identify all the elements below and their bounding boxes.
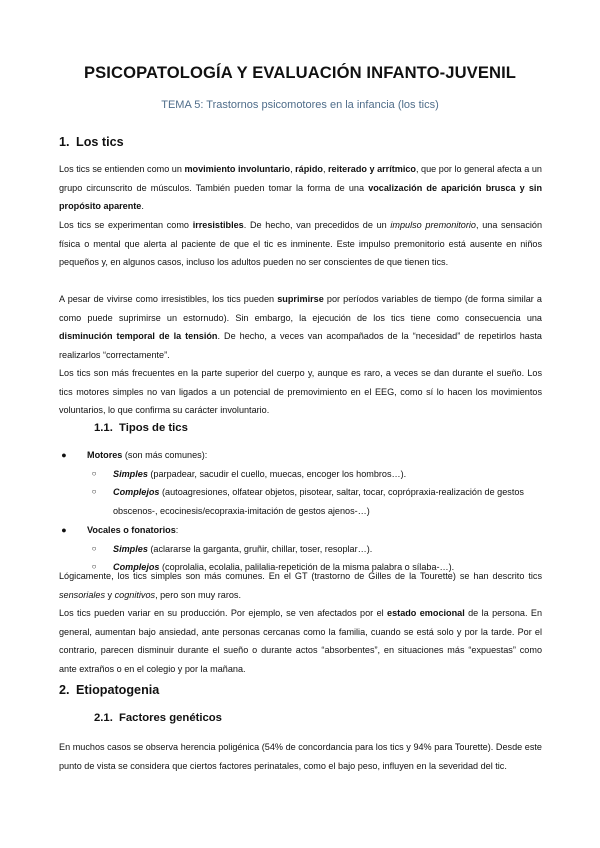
subsection-2-1-number: 2.1. <box>94 712 113 724</box>
circle-bullet-icon: ○ <box>91 487 97 497</box>
subsection-1-1-heading <box>94 422 188 434</box>
paragraph-suppression: A pesar de vivirse como irresistibles, los tics pueden suprimirse por períodos variables de tiempo (de forma similar a como puede suprimirse un estornudo). Sin embargo, la ejecución de los tics tiene como consecuencia una disminución temporal de la tensión. De hecho, a veces van acompañados de la “necesidad” de repetirlos hasta realizarlos “correctamente”. <box>59 294 542 361</box>
tic-types-list <box>59 446 542 577</box>
circle-bullet-icon: ○ <box>91 562 97 572</box>
list-item-motores-simples: ○ Simples (parpadear, sacudir el cuello, muecas, encoger los hombros…). <box>59 465 542 484</box>
list-item-motores-complejos: ○ Complejos (autoagresiones, olfatear objetos, pisotear, saltar, tocar, coprópraxia-realización de gestos obscenos-, ecocinesis/ecopraxia-imitación de gestos ajenos-…) <box>59 483 542 520</box>
list-item-vocales-complejos: ○ Complejos (coprolalia, ecolalia, palilalia-repetición de la misma palabra o sílaba-…). <box>59 558 542 577</box>
section-1-heading <box>59 135 124 149</box>
paragraph-definition: Los tics se entienden como un movimiento involuntario, rápido, reiterado y arrítmico, que por lo general afecta a un grupo circunscrito de músculos. También pueden tomar la forma de una vocalización de aparición brusca y sin propósito aparente. <box>59 164 542 212</box>
subsection-1-1-number: 1.1. <box>94 422 113 434</box>
section-2-number: 2. <box>59 683 70 697</box>
list-item-vocales: ● Vocales o fonatorios: <box>59 521 542 540</box>
section-2-heading <box>59 683 159 697</box>
section-2-title: Etiopatogenia <box>76 683 160 697</box>
circle-bullet-icon: ○ <box>91 543 97 553</box>
bullet-icon: ● <box>61 450 67 460</box>
paragraph-frequency: Los tics son más frecuentes en la parte superior del cuerpo y, aunque es raro, a veces se dan durante el sueño. Los tics motores simples no van ligados a un potencial de premovimiento en el EEG, como sí lo hacen los movimientos voluntarios, lo que confirma su carácter involuntario. <box>59 368 542 416</box>
section-1-title: Los tics <box>76 135 124 149</box>
paragraph-irresistible: Los tics se experimentan como irresistibles. De hecho, van precedidos de un impulso premonitorio, una sensación física o mental que alerta al paciente de que el tic es inminente. Este impulso premonitorio está ausente en niños pequeños y, en algunos casos, incluso los adultos pueden no ser conscientes de que tienen tics. <box>59 220 543 268</box>
document-title: PSICOPATOLOGÍA Y EVALUACIÓN INFANTO-JUVENIL <box>83 63 517 82</box>
list-item-motores: ● Motores (son más comunes): <box>59 446 542 465</box>
bullet-icon: ● <box>61 524 67 535</box>
subsection-2-1-title: Factores genéticos <box>119 712 222 724</box>
list-item-vocales-simples: ○ Simples (aclararse la garganta, gruñir, chillar, toser, resoplar…). <box>59 540 542 559</box>
paragraph-variation: Los tics pueden variar en su producción. Por ejemplo, se ven afectados por el estado emocional de la persona. En general, aumentan bajo ansiedad, ante personas cercanas como la familia, cuando se está solo y por la tarde. Por el contrario, parecen disminuir durante el sueño o durante actos “absorbentes”, en situaciones más “expuestas” como ante extraños o en el colegio y por la mañana. <box>59 608 543 675</box>
circle-bullet-icon: ○ <box>91 468 97 478</box>
document-subtitle: TEMA 5: Trastornos psicomotores en la infancia (los tics) <box>161 99 439 111</box>
subsection-2-1-heading <box>94 712 222 724</box>
paragraph-genetics: En muchos casos se observa herencia poligénica (54% de concordancia para los tics y 94% para Tourette). Desde este punto de vista se considera que ciertos factores perinatales, como el bajo peso, influyen en la severidad del tic. <box>59 742 542 771</box>
paragraph-simple-tics: Lógicamente, los tics simples son más comunes. En el GT (trastorno de Gilles de la Tourette) se han descrito tics sensoriales y cognitivos, pero son muy raros. <box>59 571 542 600</box>
subsection-1-1-title: Tipos de tics <box>119 422 188 434</box>
section-1-number: 1. <box>59 135 70 149</box>
